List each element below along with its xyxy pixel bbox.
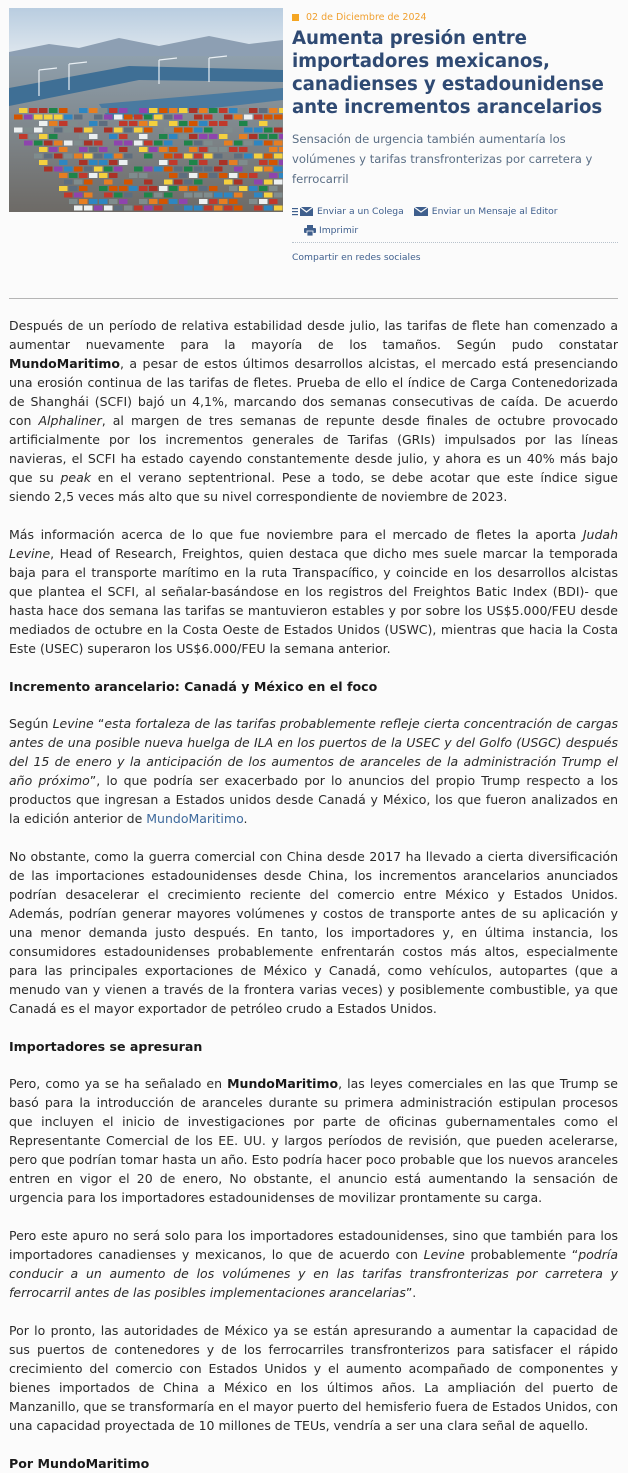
header-divider: [9, 298, 618, 299]
paragraph-5: Pero, como ya se ha señalado en MundoMaritimo, las leyes comerciales en las que Trump se basó para la introducción de aranceles durante su primera administración estipulan procesos que incluyen el inicio de investigaciones por parte de oficinas gubernamentales como el Representante Comercial de los EE. UU. y largos períodos de revisión, que pueden acelerarse, pero que podrían tomar hasta un año. Esto podría hacer poco probable que los nuevos aranceles entren en vigor el 20 de enero, No obstante, el anuncio está aumentando la sensación de urgencia para los importadores estadounidenses de movilizar prontamente su carga.: [9, 1076, 618, 1205]
brand-name: MundoMaritimo: [9, 356, 120, 371]
article-header: [0, 0, 628, 300]
print-label: Imprimir: [319, 224, 359, 236]
share-social-link[interactable]: Compartir en redes sociales: [292, 252, 421, 263]
send-message-editor-label: Enviar un Mensaje al Editor: [431, 205, 558, 217]
article-info: [292, 10, 618, 263]
print-row: [292, 223, 618, 237]
date-row: [292, 10, 618, 24]
paragraph-1: Después de un período de relativa estabilidad desde julio, las tarifas de flete han comenzado a aumentar nuevamente para la mayoría de los tamaños. Según pudo constatar MundoMaritimo, a pesar de estos últimos desarrollos alcistas, el mercado está presenciando una erosión continua de las tarifas de fletes. Prueba de ello el índice de Carga Contenedorizada de Shanghái (SCFI) bajó un 4,1%, marcando dos semanas consecutivas de caída. De acuerdo con Alphaliner, al margen de tres semanas de repunte desde finales de octubre provocado artificialmente por los incrementos generales de Tarifas (GRIs) impulsados por las líneas navieras, el SCFI ha estado cayendo constantemente desde julio, y ahora es un 40% más bajo que su peak en el verano septentrional. Pese a todo, se debe acotar que este índice sigue siendo 2,5 veces más alto que su nivel correspondiente de noviembre de 2023.: [9, 318, 619, 504]
send-to-colleague-label: Enviar a un Colega: [317, 205, 404, 217]
paragraph-4: No obstante, como la guerra comercial con China desde 2017 ha llevado a cierta diversificación de las importaciones estadounidenses desde China, los incrementos arancelarios anunciados podrían desacelerar el crecimiento reciente del comercio entre México y Estados Unidos. Además, podrían generar mayores volúmenes y costos de transporte antes de su aplicación y una menor demanda justo después. En tanto, los importadores y, en última instancia, los consumidores estadounidenses probablemente enfrentarán costos más altos, especialmente para las principales exportaciones de México y Canadá, como vehículos, autopartes (que a menudo van y vienen a través de la frontera varias veces) y posiblemente combustible, ya que Canadá es el mayor exportador de petróleo crudo a Estados Unidos.: [9, 849, 618, 1016]
send-message-editor-link[interactable]: [414, 206, 558, 217]
article-date: 02 de Diciembre de 2024: [306, 11, 427, 23]
paragraph-7: Por lo pronto, las autoridades de México ya se están apresurando a aumentar la capacidad de sus puertos de contenedores y de los ferrocarriles transfronterizos para satisfacer el rápido crecimiento del comercio con Estados Unidos y el aumento acompañado de componentes y bienes importados de China a México en los últimos años. La ampliación del puerto de Manzanillo, que se transformaría en el mayor puerto del hemisferio fuera de Estados Unidos, con una capacidad proyectada de 10 millones de TEUs, vendría a ser una clara señal de aquello.: [9, 1323, 618, 1433]
send-to-colleague-link[interactable]: [292, 206, 404, 217]
printer-icon: [304, 225, 316, 236]
article-body: [0, 300, 628, 1473]
brand-name: MundoMaritimo: [227, 1076, 339, 1091]
actions-divider: [292, 242, 618, 243]
article-byline: Por MundoMaritimo: [9, 1456, 150, 1471]
print-link[interactable]: [304, 225, 358, 236]
mundomaritimo-link[interactable]: MundoMaritimo: [146, 811, 244, 826]
paragraph-2: Más información acerca de lo que fue noviembre para el mercado de fletes la aporta Judah Levine, Head of Research, Freightos, quien destaca que dicho mes suele marcar la temporada baja para el transporte marítimo en la ruta Transpacífico, y coincide en los desarrollos alcistas que plantea el SCFI, al señalar-basándose en los registros del Freightos Batic Index (BDI)- que hasta hace dos semana las tarifas se mantuvieron estables y por sobre los US$5.000/FEU desde mediados de octubre en la Costa Oeste de Estados Unidos (USWC), mientras que hacia la Costa Este (USEC) superaron los US$6.000/FEU la semana anterior.: [9, 527, 618, 656]
paragraph-3: Según Levine “esta fortaleza de las tarifas probablemente refleje cierta concentración de cargas antes de una posible nueva huelga de ILA en los puertos de la USEC y del Golfo (USGC) después del 15 de enero y la anticipación de los aumentos de aranceles de la administración Trump el año próximo”, lo que podría ser exacerbado por lo anuncios del propio Trump respecto a los productos que ingresan a Estados unidos desde Canadá y México, los que fueron analizados en la edición anterior de MundoMaritimo.: [9, 716, 618, 826]
article-subtitle: Sensación de urgencia también aumentaría los volúmenes y tarifas transfronterizas por carretera y ferrocarril: [292, 132, 593, 186]
article-title: Aumenta presión entre importadores mexicanos, canadienses y estadounidense ante incrementos arancelarios: [292, 28, 604, 118]
envelope-icon: [414, 206, 429, 217]
section-heading-tariffs: Incremento arancelario: Canadá y México en el foco: [9, 679, 378, 694]
date-marker-icon: [292, 14, 299, 21]
article-actions: [292, 204, 618, 218]
paragraph-6: Pero este apuro no será solo para los importadores estadounidenses, sino que también para los importadores canadienses y mexicanos, lo que de acuerdo con Levine probablemente “podría conducir a un aumento de los volúmenes y en las tarifas transfronterizas por carretera y ferrocarril antes de las posibles implementaciones arancelarias”.: [9, 1228, 618, 1300]
send-list-envelope-icon: [292, 206, 314, 217]
port-container-terminal-photo: [9, 8, 283, 212]
section-heading-importers: Importadores se apresuran: [9, 1039, 203, 1054]
